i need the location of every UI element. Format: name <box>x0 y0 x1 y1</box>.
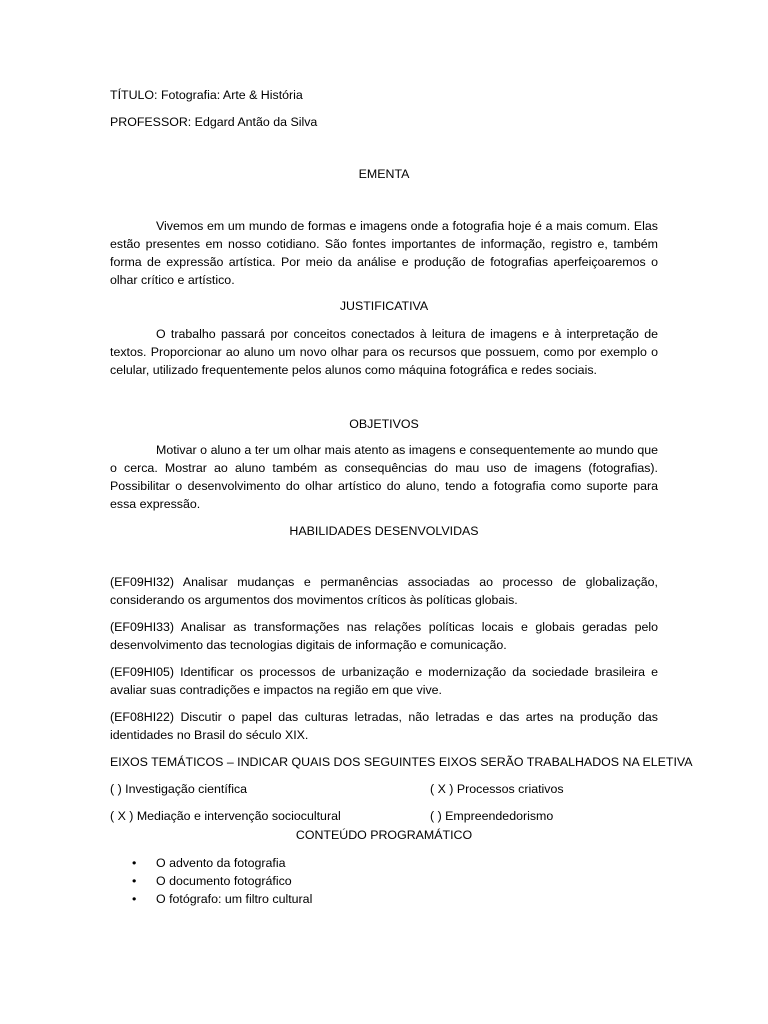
eixos-row-1 <box>110 780 658 798</box>
list-item-label: O documento fotográfico <box>156 874 292 888</box>
justificativa-text: O trabalho passará por conceitos conectados à leitura de imagens e à interpretação de textos. Proporcionar ao aluno um novo olhar para os recursos que possuem, como por exemplo o celular, utilizado frequentemente pelos alunos como máquina fotográfica e redes sociais. <box>110 327 658 377</box>
habilidade-item-ef08hi22: (EF08HI22) Discutir o papel das culturas letradas, não letradas e das artes na produção das identidades no Brasil do século XIX. <box>110 710 658 742</box>
eixo-empreendedorismo[interactable]: ( ) Empreendedorismo <box>430 809 554 823</box>
objetivos-heading: OBJETIVOS <box>349 417 419 431</box>
ementa-text: Vivemos em um mundo de formas e imagens onde a fotografia hoje é a mais comum. Elas estão presentes em nosso cotidiano. São fontes importantes de informação, registro e, também forma de expressão artística. Por meio da análise e produção de fotografias aperfeiçoaremos o olhar crítico e artístico. <box>110 219 658 287</box>
list-item-label: O fotógrafo: um filtro cultural <box>156 892 313 906</box>
objetivos-text: Motivar o aluno a ter um olhar mais atento as imagens e consequentemente ao mundo que o cerca. Mostrar ao aluno também as consequências do mau uso de imagens (fotografias). Possibilitar o desenvolvimento do olhar artístico do aluno, tendo a fotografia como suporte para essa expressão. <box>110 443 658 511</box>
eixos-heading: EIXOS TEMÁTICOS – INDICAR QUAIS DOS SEGUINTES EIXOS SERÃO TRABALHADOS NA ELETIVA <box>110 755 693 769</box>
conteudo-list <box>110 854 658 908</box>
justificativa-heading: JUSTIFICATIVA <box>339 299 429 313</box>
habilidades-heading: HABILIDADES DESENVOLVIDAS <box>289 524 479 538</box>
eixo-mediacao-intervencao[interactable]: ( X ) Mediação e intervenção sociocultural <box>110 809 341 823</box>
habilidade-item-ef09hi32: (EF09HI32) Analisar mudanças e permanências associadas ao processo de globalização, considerando os argumentos dos movimentos críticos às políticas globais. <box>110 575 658 607</box>
list-item <box>110 890 658 908</box>
eixo-investigacao-cientifica[interactable]: ( ) Investigação científica <box>110 782 248 796</box>
eixo-processos-criativos[interactable]: ( X ) Processos criativos <box>430 782 564 796</box>
bullet-icon: • <box>132 892 137 906</box>
conteudo-heading: CONTEÚDO PROGRAMÁTICO <box>295 828 473 842</box>
list-item <box>110 854 658 872</box>
habilidade-item-ef09hi05: (EF09HI05) Identificar os processos de urbanização e modernização da sociedade brasileira e avaliar suas contradições e impactos na região em que vive. <box>110 665 658 697</box>
eixos-row-2 <box>110 807 658 825</box>
bullet-icon: • <box>132 856 137 870</box>
list-item <box>110 872 658 890</box>
professor-line: PROFESSOR: Edgard Antão da Silva <box>110 115 318 129</box>
ementa-heading: EMENTA <box>358 167 410 181</box>
document-page <box>110 86 693 908</box>
list-item-label: O advento da fotografia <box>156 856 286 870</box>
habilidade-item-ef09hi33: (EF09HI33) Analisar as transformações nas relações políticas locais e globais geradas pelo desenvolvimento das tecnologias digitais de informação e comunicação. <box>110 620 658 652</box>
title-line: TÍTULO: Fotografia: Arte & História <box>110 88 303 102</box>
bullet-icon: • <box>132 874 137 888</box>
